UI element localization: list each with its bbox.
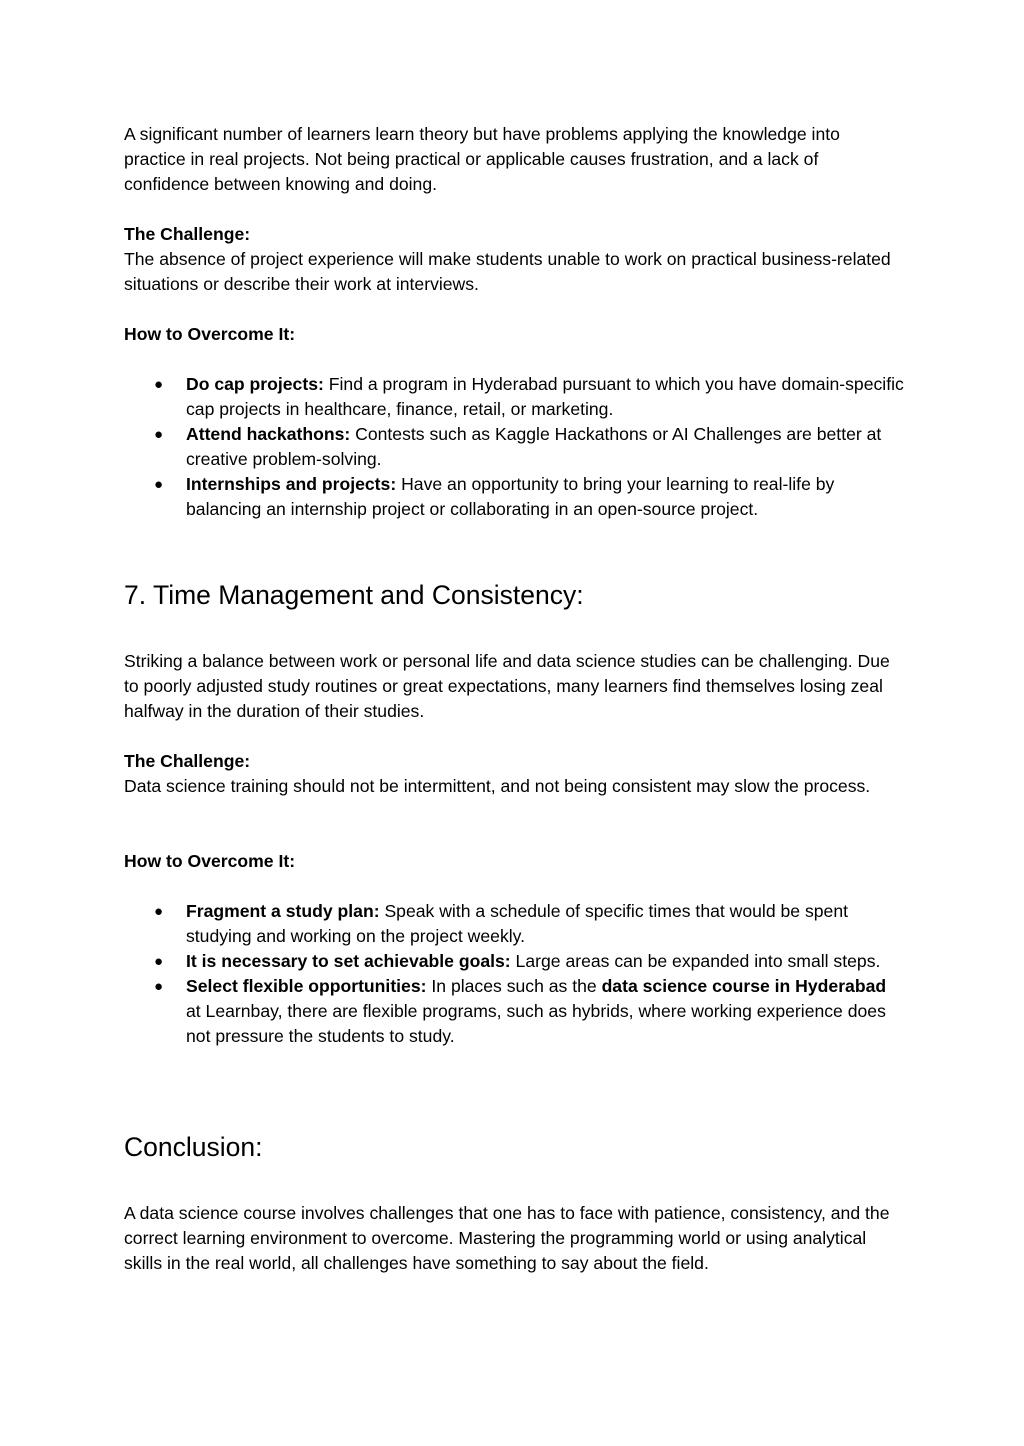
course-link-text: data science course in Hyderabad [601, 976, 887, 996]
item-text: at Learnbay, there are flexible programs, such as hybrids, where working experience does not pressure the students to study. [186, 1001, 886, 1046]
overcome-list [124, 899, 904, 1049]
list-item [124, 974, 904, 1049]
item-title: Select flexible opportunities: [186, 976, 427, 996]
challenge-text: The absence of project experience will make students unable to work on practical business-related situations or describe their work at interviews. [124, 249, 891, 294]
section-heading: 7. Time Management and Consistency: [124, 580, 584, 610]
section-intro: Striking a balance between work or personal life and data science studies can be challenging. Due to poorly adjusted study routines or great expectations, many learners find themselves losing zeal halfway in the duration of their studies. [124, 651, 890, 721]
item-text: Have an opportunity to bring your learning to real-life by balancing an internship project or collaborating in an open-source project. [186, 474, 835, 519]
item-title: Do cap projects: [186, 374, 324, 394]
item-title: Attend hackathons: [186, 424, 351, 444]
challenge-label: The Challenge: [124, 224, 251, 244]
item-text: Find a program in Hyderabad pursuant to which you have domain-specific cap projects in healthcare, finance, retail, or marketing. [186, 374, 904, 419]
item-title: Internships and projects: [186, 474, 397, 494]
list-item [124, 949, 904, 974]
conclusion-heading: Conclusion: [124, 1132, 263, 1162]
item-title: It is necessary to set achievable goals: [186, 951, 511, 971]
bullet-icon: ● [154, 903, 164, 920]
bullet-icon: ● [154, 426, 164, 443]
item-text: Contests such as Kaggle Hackathons or AI Challenges are better at creative problem-solving. [186, 424, 882, 469]
challenge-label: The Challenge: [124, 751, 251, 771]
item-text: Large areas can be expanded into small steps. [510, 951, 881, 971]
challenge-text: Data science training should not be intermittent, and not being consistent may slow the process. [124, 776, 871, 796]
overcome-list [124, 372, 904, 522]
bullet-icon: ● [154, 978, 164, 995]
overcome-label: How to Overcome It: [124, 851, 296, 871]
intro-paragraph: A significant number of learners learn theory but have problems applying the knowledge into practice in real projects. Not being practical or applicable causes frustration, and a lack of confidence between knowing and doing. [124, 124, 840, 194]
bullet-icon: ● [154, 953, 164, 970]
item-text: Speak with a schedule of specific times that would be spent studying and working on the project weekly. [186, 901, 849, 946]
bullet-icon: ● [154, 376, 164, 393]
list-item [124, 372, 904, 422]
list-item [124, 472, 904, 522]
conclusion-text: A data science course involves challenges that one has to face with patience, consistency, and the correct learning environment to overcome. Mastering the programming world or using analytical skills in the real world, all challenges have something to say about the field. [124, 1203, 890, 1273]
overcome-label: How to Overcome It: [124, 324, 296, 344]
item-text: In places such as the [426, 976, 602, 996]
bullet-icon: ● [154, 476, 164, 493]
list-item [124, 899, 904, 949]
list-item [124, 422, 904, 472]
item-title: Fragment a study plan: [186, 901, 380, 921]
